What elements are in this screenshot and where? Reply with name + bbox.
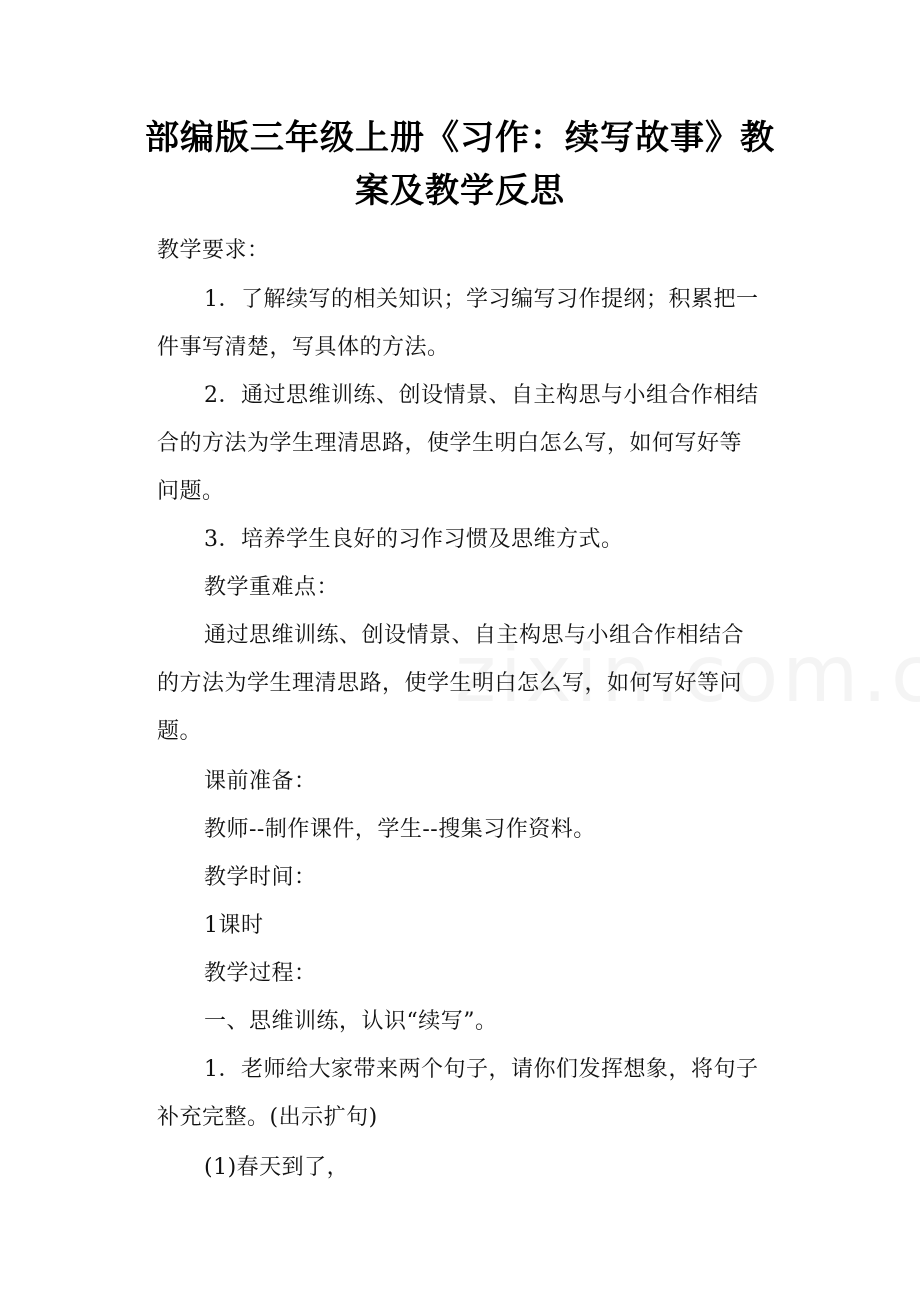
section-heading-time: 教学时间： xyxy=(204,865,317,890)
title-line-1: 部编版三年级上册《习作：续写故事》教 xyxy=(145,118,775,158)
paragraph-line: 补充完整。(出示扩句) xyxy=(157,1105,378,1130)
title-line-2: 案及教学反思 xyxy=(355,171,565,211)
paragraph-line: 件事写清楚，写具体的方法。 xyxy=(157,335,450,360)
paragraph-line: 通过思维训练、创设情景、自主构思与小组合作相结合 xyxy=(204,623,745,648)
paragraph-line: 1课时 xyxy=(204,913,264,938)
paragraph-line: 问题。 xyxy=(157,479,225,504)
section-heading-requirements: 教学要求： xyxy=(157,238,270,263)
document-title xyxy=(130,112,790,218)
paragraph-line: 题。 xyxy=(157,719,203,744)
paragraph-line: 的方法为学生理清思路，使学生明白怎么写，如何写好等问 xyxy=(157,671,743,696)
section-heading-process: 教学过程： xyxy=(204,961,317,986)
paragraph-line: 3．培养学生良好的习作习惯及思维方式。 xyxy=(204,527,624,552)
paragraph-line: 一、思维训练，认识“续写”。 xyxy=(204,1009,498,1034)
paragraph-line: 教师--制作课件，学生--搜集习作资料。 xyxy=(204,817,596,842)
paragraph-line: 2．通过思维训练、创设情景、自主构思与小组合作相结 xyxy=(204,383,759,408)
section-heading-key-points: 教学重难点： xyxy=(204,575,340,600)
section-heading-preparation: 课前准备： xyxy=(204,769,317,794)
paragraph-line: (1)春天到了， xyxy=(204,1155,350,1180)
paragraph-line: 合的方法为学生理清思路，使学生明白怎么写，如何写好等 xyxy=(157,431,743,456)
paragraph-line: 1．老师给大家带来两个句子，请你们发挥想象，将句子 xyxy=(204,1057,759,1082)
paragraph-line: 1．了解续写的相关知识；学习编写习作提纲；积累把一 xyxy=(204,287,759,312)
